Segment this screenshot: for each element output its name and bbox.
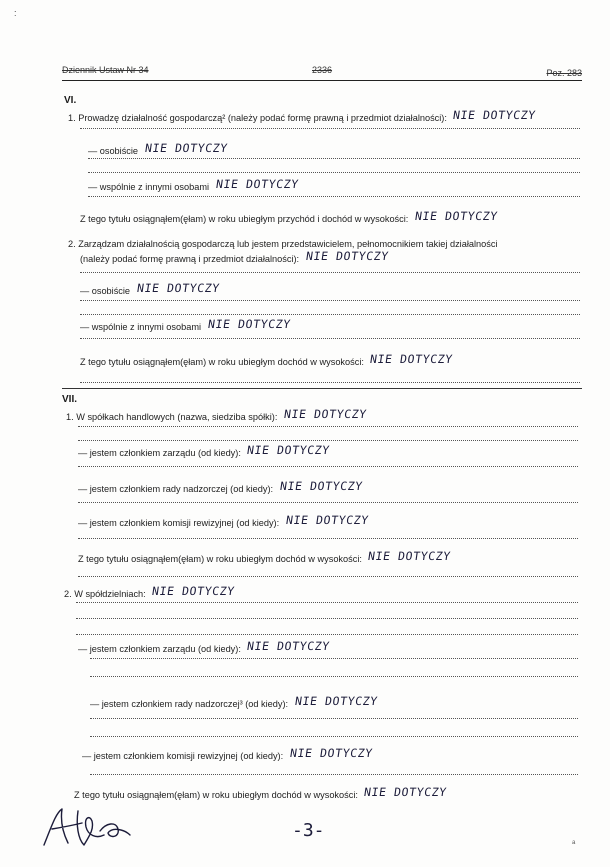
dotted-line <box>80 338 580 339</box>
s7-zarzad-label: — jestem członkiem zarządu (od kiedy): <box>78 448 241 458</box>
s6-income1-answer: NIE DOTYCZY <box>413 209 499 223</box>
dotted-line <box>76 602 578 603</box>
s7-income2-answer: NIE DOTYCZY <box>363 785 449 799</box>
s7-income1 <box>78 549 453 565</box>
dotted-line <box>80 314 580 315</box>
s6-wspolnie-label: — wspólnie z innymi osobami <box>88 182 210 192</box>
s7-komisja-label: — jestem członkiem komisji rewizyjnej (od kiedy): <box>78 518 280 528</box>
s6-item2b <box>80 249 390 265</box>
s6-item1-label: 1. Prowadzę działalność gospodarczą² (należy podać formę prawną i przedmiot działalności): <box>68 113 447 123</box>
s6-wspolnie <box>88 177 300 193</box>
section-vii-title: VII. <box>62 394 78 405</box>
dotted-line <box>88 196 580 197</box>
header-page-number: 2336 <box>312 65 333 75</box>
dotted-line <box>78 502 578 503</box>
s7-item2 <box>64 584 237 600</box>
s7-item1-answer: NIE DOTYCZY <box>283 407 368 421</box>
s7-komisja2-label: — jestem członkiem komisji rewizyjnej (od kiedy): <box>82 751 284 761</box>
dotted-line <box>78 426 578 427</box>
s7-zarzad2 <box>78 639 332 655</box>
s7-rada2 <box>90 694 379 710</box>
header-journal: Dziennik Ustaw Nr 34 <box>62 65 149 75</box>
dotted-line <box>90 736 578 737</box>
dotted-line <box>78 576 578 577</box>
s7-income2 <box>74 785 449 801</box>
s6-wspolnie2-answer: NIE DOTYCZY <box>206 317 292 331</box>
dotted-line <box>78 466 578 467</box>
s7-komisja2-answer: NIE DOTYCZY <box>288 746 374 760</box>
s6-wspolnie-answer: NIE DOTYCZY <box>214 177 300 191</box>
corner-mark: : <box>14 8 17 18</box>
page-number: -3- <box>292 820 325 841</box>
section-vi-title: VI. <box>64 95 77 106</box>
s6-item2b-label: (należy podać formę prawną i przedmiot działalności): <box>80 254 300 264</box>
section-divider <box>62 388 582 389</box>
s7-item1 <box>66 407 368 423</box>
s6-income2-label: Z tego tytułu osiągnąłem(ęłam) w roku ubiegłym dochód w wysokości: <box>80 357 364 367</box>
s7-income2-label: Z tego tytułu osiągnąłem(ęłam) w roku ubiegłym dochód w wysokości: <box>74 790 358 800</box>
page-header <box>62 62 582 80</box>
s7-zarzad <box>78 443 332 459</box>
s7-item2-label: 2. W spółdzielniach: <box>64 589 146 599</box>
dotted-line <box>80 128 580 129</box>
s7-rada2-label: — jestem członkiem rady nadzorczej³ (od kiedy): <box>90 699 289 709</box>
s7-income1-answer: NIE DOTYCZY <box>367 549 453 563</box>
s7-rada2-answer: NIE DOTYCZY <box>293 694 379 708</box>
s6-item1-answer: NIE DOTYCZY <box>452 108 538 122</box>
s6-osobiscie2 <box>80 281 221 297</box>
dotted-line <box>90 774 578 775</box>
s7-komisja2 <box>82 746 374 762</box>
corner-note: a <box>572 840 576 846</box>
s7-komisja-answer: NIE DOTYCZY <box>284 513 370 527</box>
s6-osobiscie2-answer: NIE DOTYCZY <box>135 281 221 295</box>
handwritten-signature <box>34 805 144 855</box>
s7-item2-answer: NIE DOTYCZY <box>151 584 237 598</box>
dotted-line <box>76 634 578 635</box>
s6-item2b-answer: NIE DOTYCZY <box>304 249 390 263</box>
s7-rada-answer: NIE DOTYCZY <box>278 479 364 493</box>
s7-income1-label: Z tego tytułu osiągnąłem(ęłam) w roku ubiegłym dochód w wysokości: <box>78 554 362 564</box>
dotted-line <box>88 158 580 159</box>
s6-item1 <box>68 108 538 124</box>
dotted-line <box>78 538 578 539</box>
dotted-line <box>76 618 578 619</box>
s7-komisja <box>78 513 370 529</box>
s6-osobiscie-answer: NIE DOTYCZY <box>143 141 229 155</box>
s6-income2-answer: NIE DOTYCZY <box>369 352 455 366</box>
dotted-line <box>88 172 580 173</box>
s7-zarzad2-answer: NIE DOTYCZY <box>246 639 332 653</box>
dotted-line <box>80 300 580 301</box>
s6-osobiscie-label: — osobiście <box>88 146 139 156</box>
s6-osobiscie2-label: — osobiście <box>80 286 131 296</box>
header-rule <box>62 80 582 81</box>
s6-wspolnie2 <box>80 317 292 333</box>
s6-income2 <box>80 352 455 368</box>
s6-item2a: 2. Zarządzam działalnością gospodarczą lub jestem przedstawicielem, pełnomocnikiem takiej działalności <box>68 239 498 249</box>
dotted-line <box>90 676 578 677</box>
s7-zarzad2-label: — jestem członkiem zarządu (od kiedy): <box>78 644 241 654</box>
s6-income1 <box>80 209 499 225</box>
dotted-line <box>78 440 578 441</box>
s6-osobiscie <box>88 141 229 157</box>
dotted-line <box>90 658 578 659</box>
dotted-line <box>80 382 580 383</box>
s6-wspolnie2-label: — wspólnie z innymi osobami <box>80 322 202 332</box>
dotted-line <box>80 272 580 273</box>
s7-zarzad-answer: NIE DOTYCZY <box>246 443 332 457</box>
header-position: Poz. 283 <box>546 68 582 78</box>
s7-rada <box>78 479 364 495</box>
s7-rada-label: — jestem członkiem rady nadzorczej (od kiedy): <box>78 484 274 494</box>
s7-item1-label: 1. W spółkach handlowych (nazwa, siedziba spółki): <box>66 412 278 422</box>
s6-income1-label: Z tego tytułu osiągnąłem(ęłam) w roku ubiegłym przychód i dochód w wysokości: <box>80 214 409 224</box>
dotted-line <box>90 718 578 719</box>
